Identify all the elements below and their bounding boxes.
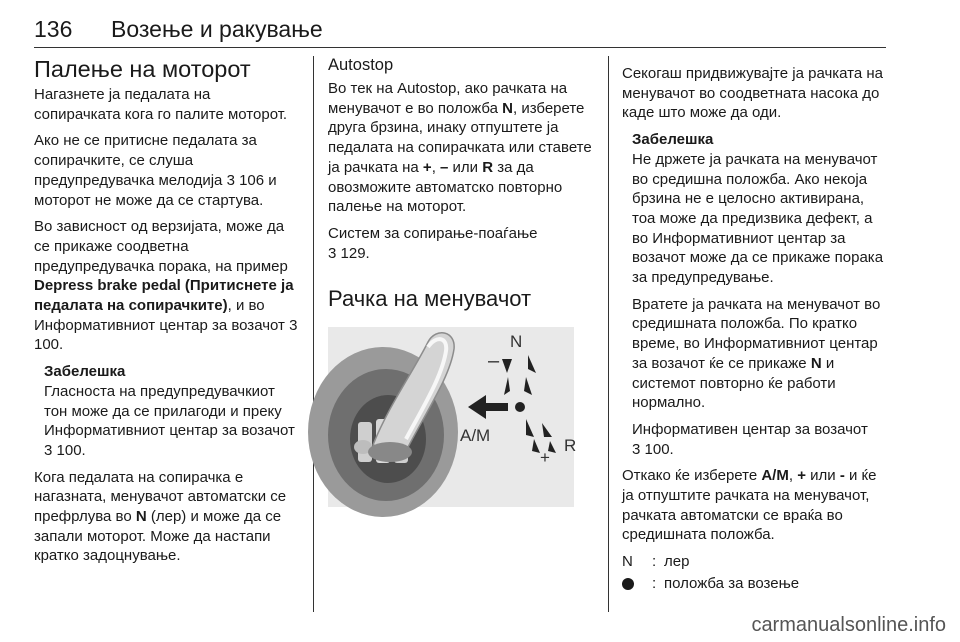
text: за да овозможите автоматско повторно палење на моторот.: [328, 158, 563, 216]
text: , изберете друга брзина, инаку отпуштете ја педалата на сопирачката или ставете ја рачката на: [328, 99, 592, 176]
text: Вратете ја рачката на менувачот во средишната положба. По кратко време, во Информативниот центар за возачот ќе се прикаже: [632, 295, 881, 372]
text: Информативен центар за возачот: [632, 420, 868, 438]
text: и моторот не може да се стартува.: [34, 171, 277, 209]
note-text: [632, 420, 888, 459]
text: и ќе ја отпуштите рачката на менувачот, рачката автоматски се враќа во средишната положба.: [622, 467, 877, 544]
note-text: [44, 382, 300, 461]
page-reference-link[interactable]: 3 100.: [632, 440, 674, 458]
text: Во тек на Autostop, ако рачката на менувачот е во положба: [328, 80, 568, 117]
term-description: лер: [664, 553, 690, 571]
gear-symbol: N: [810, 354, 822, 372]
chapter-title: Возење и ракување: [111, 16, 323, 42]
paragraph: [622, 64, 888, 123]
text: Секогаш придвижувајте ја рачката на менувачот во соодветната насока до каде што може да оди.: [622, 65, 884, 122]
page-reference-link[interactable]: 3 100.: [44, 441, 86, 459]
gear-label-r: R: [564, 436, 577, 456]
text: и системот повторно ќе работи нормално.: [632, 354, 836, 412]
note-title: Забелешка: [632, 131, 714, 149]
gear-label-plus: +: [540, 448, 550, 468]
text: Нагазнете ја педалата на сопирачката кога го палите моторот.: [34, 86, 288, 123]
gear-symbol: R: [482, 158, 494, 176]
paragraph: [34, 217, 300, 355]
note-text: [632, 295, 888, 413]
page-reference-link[interactable]: 3 129.: [328, 244, 370, 262]
column-divider-2: [608, 56, 609, 612]
gear-lever-illustration: [328, 327, 577, 507]
gear-label-n: N: [510, 332, 523, 352]
header-rule: [34, 47, 886, 48]
gear-symbol: +: [797, 467, 806, 485]
watermark: carmanualsonline.info: [751, 614, 946, 636]
gear-label-minus: –: [488, 350, 500, 373]
term-separator: :: [652, 553, 657, 571]
section-title-gear-lever: Рачка на менувачот: [328, 286, 532, 312]
page-number: 136: [34, 16, 73, 42]
gear-symbol: N: [502, 99, 513, 117]
paragraph: [328, 79, 594, 217]
text: Не држете ја рачката на менувачот во средишна положба. Ако некоја брзина не е целосно активирана, тоа може да предизвика дефект, а во Информативниот центар за возачот може да се прикаже порака за предупредување.: [632, 150, 884, 287]
note-text: [632, 150, 888, 288]
term-n: N: [622, 553, 633, 571]
column-divider-1: [313, 56, 314, 612]
text: , и во Информативниот центар за возачот: [34, 297, 290, 334]
drive-position-dot-icon: [622, 574, 652, 596]
gear-definition-list: [622, 552, 888, 595]
gear-symbol: –: [440, 158, 449, 176]
paragraph: [622, 466, 888, 545]
gear-symbol: N: [135, 508, 147, 526]
column-1: [34, 52, 300, 573]
page-reference-link[interactable]: 3 106: [226, 171, 265, 189]
text: или: [805, 467, 840, 485]
text: ,: [431, 158, 441, 176]
gear-symbol: -: [839, 467, 845, 485]
term-description: положба за возење: [664, 574, 800, 592]
page-reference-link[interactable]: 3 100.: [34, 316, 298, 354]
text: или: [448, 158, 483, 176]
note-title: Забелешка: [44, 363, 126, 381]
text: Ако не се притисне педалата за сопирачките, се слуша предупредувачка мелодија: [34, 132, 257, 189]
column-3: [622, 52, 888, 596]
gear-symbol: A/M: [761, 467, 789, 485]
text: (лер) и може да се запали моторот. Може да настапи кратко задоцнување.: [34, 508, 282, 565]
text: Гласноста на предупредувачкиот тон може да се прилагоди и преку Информативниот центар за возачот: [44, 382, 295, 440]
section-title-engine-start: Палење на моторот: [34, 56, 251, 82]
text: ,: [788, 467, 798, 485]
term-separator: :: [652, 574, 657, 592]
text: Систем за сопирање-поаѓање: [328, 224, 538, 242]
gear-symbol: +: [422, 158, 432, 176]
note-box: [44, 362, 300, 461]
text: Кога педалата на сопирачка е нагазната, менувачот автоматски се префрлува во: [34, 468, 287, 526]
subsection-title-autostop: Autostop: [328, 56, 394, 74]
paragraph: [34, 85, 300, 124]
text: Откако ќе изберете: [622, 467, 762, 485]
page-header: [34, 4, 884, 44]
paragraph: [34, 131, 300, 210]
paragraph: [328, 224, 594, 263]
gear-label-am: A/M: [460, 426, 491, 446]
text: Во зависност од верзијата, може да се прикаже соодветна предупредувачка порака, на пример: [34, 218, 288, 275]
display-message: Depress brake pedal (Притиснете ја педалата на сопирачките): [34, 277, 294, 315]
paragraph: [34, 468, 300, 567]
column-2: [328, 52, 594, 507]
note-box: [632, 130, 888, 459]
